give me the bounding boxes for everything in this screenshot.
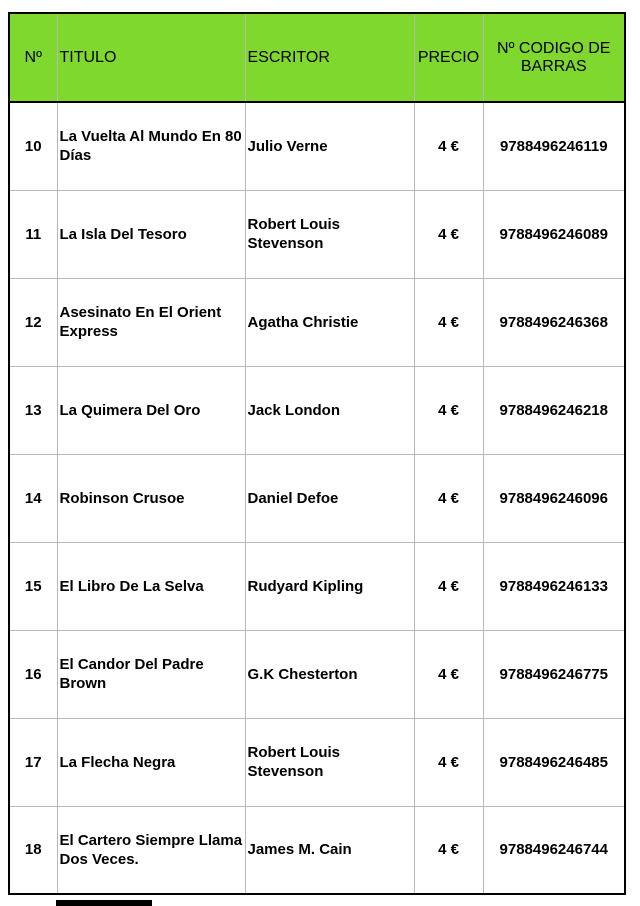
- table-row: [9, 454, 625, 542]
- cell-title: El Candor Del Padre Brown: [57, 630, 245, 718]
- cell-title: La Quimera Del Oro: [57, 366, 245, 454]
- table-body: [9, 102, 625, 894]
- cell-title: Robinson Crusoe: [57, 454, 245, 542]
- cell-barcode: 9788496246368: [483, 278, 625, 366]
- cell-num: 10: [9, 102, 57, 190]
- cell-author: Jack London: [245, 366, 414, 454]
- cell-num: 13: [9, 366, 57, 454]
- cell-author: G.K Chesterton: [245, 630, 414, 718]
- cell-price: 4 €: [414, 630, 483, 718]
- cell-barcode: 9788496246744: [483, 806, 625, 894]
- cell-barcode: 9788496246133: [483, 542, 625, 630]
- cell-barcode: 9788496246089: [483, 190, 625, 278]
- header-title: TITULO: [57, 13, 245, 102]
- cell-price: 4 €: [414, 806, 483, 894]
- cell-author: Robert Louis Stevenson: [245, 718, 414, 806]
- table-row: [9, 630, 625, 718]
- cell-price: 4 €: [414, 190, 483, 278]
- cell-num: 16: [9, 630, 57, 718]
- cell-title: La Vuelta Al Mundo En 80 Días: [57, 102, 245, 190]
- table-row: [9, 542, 625, 630]
- table-header: [9, 13, 625, 102]
- table-row: [9, 278, 625, 366]
- cell-price: 4 €: [414, 542, 483, 630]
- cell-price: 4 €: [414, 718, 483, 806]
- cell-barcode: 9788496246119: [483, 102, 625, 190]
- cell-num: 11: [9, 190, 57, 278]
- header-barcode: Nº CODIGO DE BARRAS: [483, 13, 625, 102]
- table-row: [9, 366, 625, 454]
- table-row: [9, 718, 625, 806]
- cell-barcode: 9788496246218: [483, 366, 625, 454]
- cell-num: 12: [9, 278, 57, 366]
- cell-price: 4 €: [414, 454, 483, 542]
- cell-barcode: 9788496246485: [483, 718, 625, 806]
- table-row: [9, 806, 625, 894]
- header-author: ESCRITOR: [245, 13, 414, 102]
- cell-num: 14: [9, 454, 57, 542]
- cell-price: 4 €: [414, 102, 483, 190]
- cell-title: Asesinato En El Orient Express: [57, 278, 245, 366]
- cell-barcode: 9788496246096: [483, 454, 625, 542]
- cell-num: 17: [9, 718, 57, 806]
- header-num: Nº: [9, 13, 57, 102]
- footer-bar: [56, 900, 152, 906]
- header-price: PRECIO: [414, 13, 483, 102]
- cell-barcode: 9788496246775: [483, 630, 625, 718]
- cell-author: Rudyard Kipling: [245, 542, 414, 630]
- cell-title: El Cartero Siempre Llama Dos Veces.: [57, 806, 245, 894]
- cell-title: La Isla Del Tesoro: [57, 190, 245, 278]
- cell-author: Julio Verne: [245, 102, 414, 190]
- table-row: [9, 102, 625, 190]
- cell-author: Agatha Christie: [245, 278, 414, 366]
- cell-author: Robert Louis Stevenson: [245, 190, 414, 278]
- books-table: [8, 12, 626, 895]
- cell-author: Daniel Defoe: [245, 454, 414, 542]
- cell-title: La Flecha Negra: [57, 718, 245, 806]
- cell-price: 4 €: [414, 278, 483, 366]
- header-row: [9, 13, 625, 102]
- table-row: [9, 190, 625, 278]
- cell-num: 18: [9, 806, 57, 894]
- cell-title: El Libro De La Selva: [57, 542, 245, 630]
- cell-num: 15: [9, 542, 57, 630]
- cell-author: James M. Cain: [245, 806, 414, 894]
- cell-price: 4 €: [414, 366, 483, 454]
